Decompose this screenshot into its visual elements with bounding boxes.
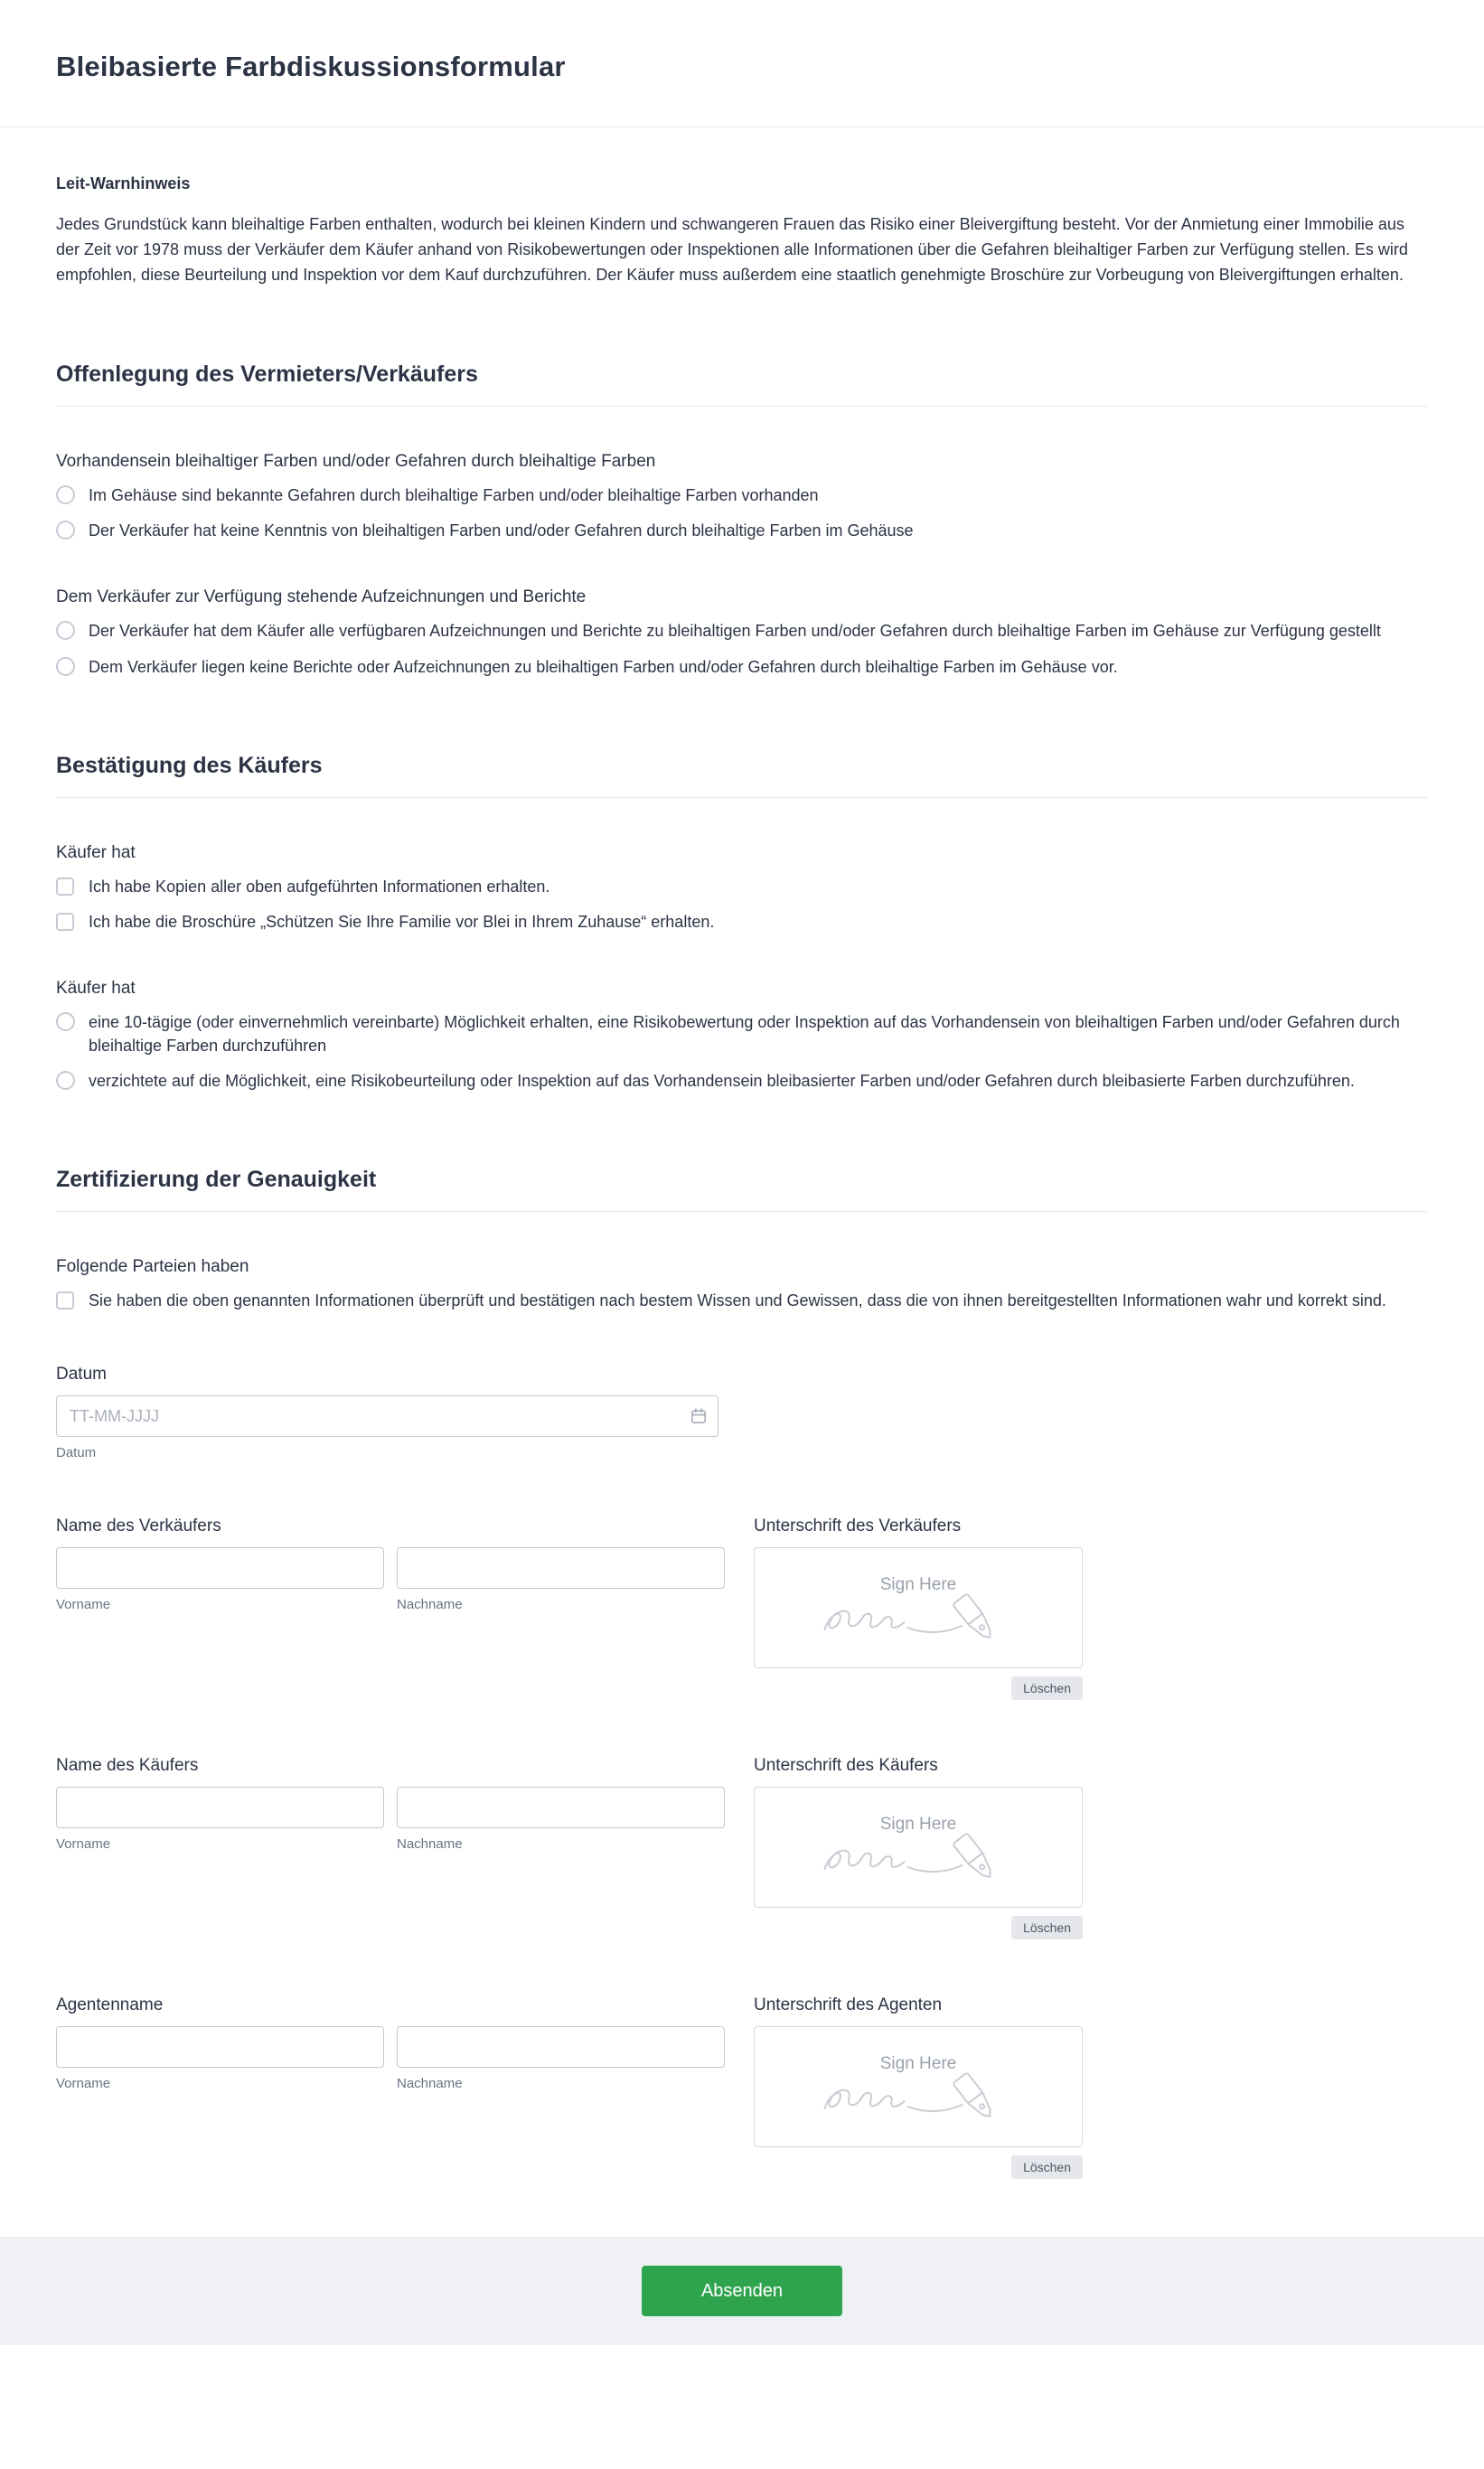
seller-signature-group (754, 1516, 1083, 1700)
seller-signature-label: Unterschrift des Verkäufers (754, 1516, 962, 1536)
question-label-records: Dem Verkäufer zur Verfügung stehende Aufzeichnungen und Berichte (56, 587, 587, 607)
radio-option-opportunity-0[interactable] (56, 1010, 1428, 1057)
agent-name-label: Agentenname (56, 1995, 164, 2015)
buyer-row (56, 1756, 1428, 1939)
form-title: Bleibasierte Farbdiskussionsformular (56, 51, 566, 82)
sign-here-text: Sign Here (879, 1815, 957, 1835)
signature-scribble-icon (812, 1829, 1025, 1889)
section-title-buyer-ack: Bestätigung des Käufers (56, 752, 323, 778)
radio-icon[interactable] (56, 1012, 75, 1031)
checkbox-option-label: Ich habe Kopien aller oben aufgeführten Informationen erhalten. (89, 877, 550, 896)
seller-row (56, 1516, 1428, 1700)
date-sublabel: Datum (56, 1445, 97, 1461)
first-name-sublabel: Vorname (56, 1597, 111, 1613)
pen-icon (953, 1593, 997, 1643)
section-divider (56, 1211, 1428, 1212)
radio-option-label: Der Verkäufer hat dem Käufer alle verfügbaren Aufzeichnungen und Berichte zu bleihaltigen Farben und/oder Gefahren durch bleihaltige Farben im Gehäuse zur Verfügung gestellt (89, 622, 1381, 641)
checkbox-option-label: Sie haben die oben genannten Informationen überprüft und bestätigen nach bestem Wissen und Gewissen, dass die von ihnen bereitgestellten Informationen wahr und korrekt sind. (89, 1291, 1386, 1310)
buyer-name-group (56, 1756, 725, 1939)
agent-row (56, 1995, 1428, 2179)
submit-button[interactable]: Absenden (642, 2266, 842, 2316)
buyer-first-name-input[interactable] (56, 1787, 384, 1828)
agent-signature-clear-button[interactable]: Löschen (1011, 2155, 1083, 2179)
seller-name-group (56, 1516, 725, 1700)
radio-icon[interactable] (56, 485, 75, 504)
agent-name-group (56, 1995, 725, 2179)
buyer-last-name-input[interactable] (397, 1787, 725, 1828)
pen-icon (953, 2072, 997, 2122)
radio-option-opportunity-1[interactable] (56, 1069, 1428, 1093)
agent-signature-pad[interactable] (754, 2026, 1083, 2147)
warning-section (56, 174, 1428, 287)
checkbox-icon[interactable] (56, 1291, 74, 1310)
date-input-wrap (56, 1395, 719, 1437)
checkbox-option-copies-0[interactable] (56, 875, 1428, 898)
agent-last-name-input[interactable] (397, 2026, 725, 2068)
question-group-copies (56, 843, 1428, 934)
calendar-icon[interactable] (690, 1407, 708, 1425)
checkbox-option-copies-1[interactable] (56, 910, 1428, 934)
radio-option-presence-0[interactable] (56, 483, 1428, 507)
radio-icon[interactable] (56, 1071, 75, 1090)
checkbox-option-label: Ich habe die Broschüre „Schützen Sie Ihre Familie vor Blei in Ihrem Zuhause“ erhalten. (89, 912, 715, 931)
signature-scribble-icon (812, 1590, 1025, 1649)
checkbox-option-parties-0[interactable] (56, 1289, 1428, 1312)
radio-option-label: Dem Verkäufer liegen keine Berichte oder Aufzeichnungen zu bleihaltigen Farben und/oder Gefahren durch bleihaltige Farben im Gehäuse vor. (89, 657, 1118, 676)
radio-option-records-0[interactable] (56, 619, 1428, 643)
question-group-records (56, 587, 1428, 678)
seller-signature-pad[interactable] (754, 1547, 1083, 1668)
checkbox-icon[interactable] (56, 878, 74, 896)
pen-icon (953, 1833, 997, 1882)
agent-first-name-input[interactable] (56, 2026, 384, 2068)
seller-last-name-input[interactable] (397, 1547, 725, 1589)
signature-scribble-icon (812, 2069, 1025, 2128)
date-input[interactable] (56, 1395, 719, 1437)
radio-option-label: Im Gehäuse sind bekannte Gefahren durch bleihaltige Farben und/oder bleihaltige Farben vorhanden (89, 486, 819, 505)
section-title-certification: Zertifizierung der Genauigkeit (56, 1167, 377, 1193)
seller-name-label: Name des Verkäufers (56, 1516, 221, 1536)
section-title-seller-disclosure: Offenlegung des Vermieters/Verkäufers (56, 361, 478, 388)
sign-here-text: Sign Here (879, 2054, 957, 2074)
form-content (0, 174, 1484, 2179)
question-label-copies: Käufer hat (56, 842, 136, 862)
date-field-group (56, 1365, 1428, 1460)
last-name-sublabel: Nachname (397, 1836, 463, 1853)
warning-label: Leit-Warnhinweis (56, 174, 191, 192)
submit-bar (0, 2237, 1484, 2345)
date-label: Datum (56, 1365, 107, 1385)
sign-here-text: Sign Here (879, 1575, 957, 1595)
agent-signature-label: Unterschrift des Agenten (754, 1995, 943, 2015)
last-name-sublabel: Nachname (397, 1597, 463, 1613)
radio-icon[interactable] (56, 621, 75, 640)
radio-option-label: Der Verkäufer hat keine Kenntnis von bleihaltigen Farben und/oder Gefahren durch bleihaltige Farben im Gehäuse (89, 521, 914, 540)
first-name-sublabel: Vorname (56, 1836, 111, 1853)
question-group-presence (56, 452, 1428, 542)
radio-option-presence-1[interactable] (56, 519, 1428, 542)
form-header (0, 0, 1484, 127)
buyer-signature-clear-button[interactable]: Löschen (1011, 1916, 1083, 1939)
first-name-sublabel: Vorname (56, 2076, 111, 2092)
radio-option-label: eine 10-tägige (oder einvernehmlich vereinbarte) Möglichkeit erhalten, eine Risikobewertung oder Inspektion auf das Vorhandensein von bleihaltigen Farben und/oder Gefahren durch bleihaltige Farben durchzuführen (89, 1012, 1400, 1055)
seller-signature-clear-button[interactable]: Löschen (1011, 1676, 1083, 1700)
section-divider (56, 797, 1428, 798)
seller-first-name-input[interactable] (56, 1547, 384, 1589)
question-group-opportunity (56, 979, 1428, 1093)
radio-icon[interactable] (56, 521, 75, 540)
radio-option-label: verzichtete auf die Möglichkeit, eine Risikobeurteilung oder Inspektion auf das Vorhandensein bleibasierter Farben und/oder Gefahren durch bleibasierte Farben durchzuführen. (89, 1071, 1355, 1090)
buyer-signature-pad[interactable] (754, 1787, 1083, 1908)
footer-spacer (0, 2345, 1484, 2387)
checkbox-icon[interactable] (56, 913, 74, 931)
buyer-signature-label: Unterschrift des Käufers (754, 1756, 938, 1776)
question-label-parties: Folgende Parteien haben (56, 1257, 249, 1277)
section-divider (56, 406, 1428, 407)
last-name-sublabel: Nachname (397, 2076, 463, 2092)
agent-signature-group (754, 1995, 1083, 2179)
buyer-signature-group (754, 1756, 1083, 1939)
radio-option-records-1[interactable] (56, 655, 1428, 679)
buyer-name-label: Name des Käufers (56, 1756, 199, 1776)
warning-text: Jedes Grundstück kann bleihaltige Farben enthalten, wodurch bei kleinen Kindern und schwangeren Frauen das Risiko einer Bleivergiftung besteht. Vor der Anmietung einer Immobilie aus der Zeit vor 1978 muss der Verkäufer dem Käufer anhand von Risikobewertungen oder Inspektionen alle Informationen über die Gefahren bleihaltiger Farben zur Verfügung stellen. Es wird empfohlen, diese Beurteilung und Inspektion vor dem Kauf durchzuführen. Der Käufer muss außerdem eine staatlich genehmigte Broschüre zur Vorbeugung von Bleivergiftungen erhalten. (56, 215, 1408, 285)
question-label-presence: Vorhandensein bleihaltiger Farben und/oder Gefahren durch bleihaltige Farben (56, 452, 656, 472)
question-label-opportunity: Käufer hat (56, 978, 136, 998)
radio-icon[interactable] (56, 657, 75, 676)
question-group-parties (56, 1257, 1428, 1312)
